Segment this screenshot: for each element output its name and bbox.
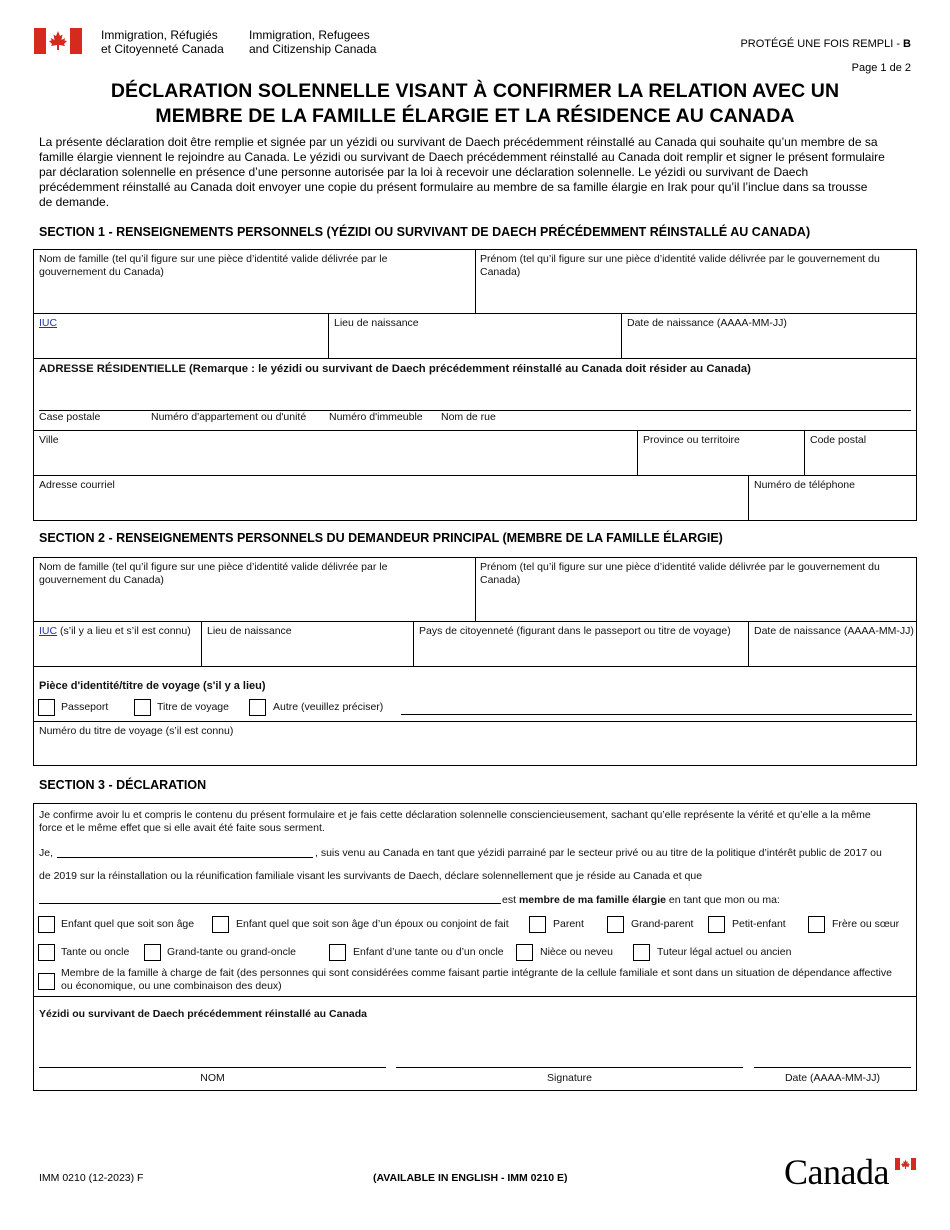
s3-sibling-label: Frère ou sœur (832, 918, 900, 930)
s3-grandchild-checkbox[interactable] (708, 916, 725, 933)
department-name-fr: Immigration, Réfugiés et Citoyenneté Canada (101, 28, 224, 56)
s2-id-heading: Pièce d'identité/titre de voyage (s'il y a lieu) (39, 680, 266, 692)
s2-birthdate-field[interactable]: Date de naissance (AAAA-MM-JJ) (754, 625, 914, 637)
s3-great-aunt-label: Grand-tante ou grand-oncle (167, 946, 296, 958)
s1-birthdate-field[interactable]: Date de naissance (AAAA-MM-JJ) (627, 317, 787, 329)
s3-parent-label: Parent (553, 918, 584, 930)
s3-guardian-checkbox[interactable] (633, 944, 650, 961)
s3-cousin-checkbox[interactable] (329, 944, 346, 961)
section2-heading: SECTION 2 - RENSEIGNEMENTS PERSONNELS DU DEMANDEUR PRINCIPAL (MEMBRE DE LA FAMILLE ÉLARGIE) (39, 531, 723, 545)
s3-child-label: Enfant quel que soit son âge (61, 918, 195, 930)
s3-grandchild-label: Petit-enfant (732, 918, 786, 930)
s3-declaration-line2: , suis venu au Canada en tant que yézidi parrainé par le secteur privé ou au titre de la politique d’intérêt public de 2017 ou (315, 847, 882, 859)
s3-grandparent-label: Grand-parent (631, 918, 694, 930)
s3-sibling-checkbox[interactable] (808, 916, 825, 933)
s2-uci-link[interactable]: IUC (39, 625, 58, 637)
s3-great-aunt-checkbox[interactable] (144, 944, 161, 961)
s1-postal-code-field[interactable]: Code postal (810, 434, 867, 446)
s3-name-caption: NOM (200, 1072, 225, 1084)
s2-citizenship-field[interactable]: Pays de citoyenneté (figurant dans le passeport ou titre de voyage) (419, 625, 731, 637)
s3-je-label: Je, (39, 847, 54, 859)
section3-heading: SECTION 3 - DÉCLARATION (39, 778, 207, 792)
s2-uci-field[interactable]: IUC (s’il y a lieu et s’il est connu) (39, 625, 191, 637)
s2-passport-label: Passeport (61, 701, 109, 713)
s3-declaration-line3: de 2019 sur la réinstallation ou la réunification familiale visant les survivants de Daech, déclare solennellement que je réside au Canada et que (39, 870, 703, 882)
protected-notice: PROTÉGÉ UNE FOIS REMPLI - B (740, 38, 911, 50)
s2-travel-doc-checkbox[interactable] (134, 699, 151, 716)
s3-signature-line[interactable] (396, 1067, 743, 1068)
s3-niece-nephew-checkbox[interactable] (516, 944, 533, 961)
s2-other-label: Autre (veuillez préciser) (273, 701, 384, 713)
s3-parent-checkbox[interactable] (529, 916, 546, 933)
form-code: IMM 0210 (12-2023) F (39, 1172, 144, 1184)
department-name-en: Immigration, Refugees and Citizenship Canada (249, 28, 377, 56)
s1-given-name-field[interactable]: Prénom (tel qu’il figure sur une pièce d’identité valide délivrée par le gouvernement du Canada) (480, 253, 880, 278)
s3-signer-heading: Yézidi ou survivant de Daech précédemment réinstallé au Canada (39, 1008, 367, 1020)
s1-province-field[interactable]: Province ou territoire (643, 434, 740, 446)
s1-street-number-label: Numéro d'immeuble (329, 411, 423, 423)
s2-family-name-field[interactable]: Nom de famille (tel qu’il figure sur une pièce d’identité valide délivrée par le gouvernement du Canada) (39, 561, 388, 586)
s2-other-checkbox[interactable] (249, 699, 266, 716)
s1-email-field[interactable]: Adresse courriel (39, 479, 115, 491)
wordmark-flag-icon (895, 1158, 916, 1170)
s2-other-specify-line[interactable] (401, 714, 912, 715)
s1-address-heading: ADRESSE RÉSIDENTIELLE (Remarque : le yézidi ou survivant de Daech précédemment réinstallé au Canada doit résider au Canada) (39, 363, 751, 375)
english-availability: (AVAILABLE IN ENGLISH - IMM 0210 E) (373, 1172, 568, 1184)
s1-phone-field[interactable]: Numéro de téléphone (754, 479, 855, 491)
s1-city-field[interactable]: Ville (39, 434, 59, 446)
s1-family-name-field[interactable]: Nom de famille (tel qu’il figure sur une pièce d’identité valide délivrée par le gouvernement du Canada) (39, 253, 388, 278)
s3-cousin-label: Enfant d’une tante ou d’un oncle (353, 946, 504, 958)
s3-spouse-child-label: Enfant quel que soit son âge d’un époux ou conjoint de fait (236, 918, 509, 930)
s3-grandparent-checkbox[interactable] (607, 916, 624, 933)
s3-spouse-child-checkbox[interactable] (212, 916, 229, 933)
s1-apt-label: Numéro d'appartement ou d'unité (151, 411, 307, 423)
s3-member-name-line[interactable] (39, 903, 501, 904)
s3-name-signature-line[interactable] (39, 1067, 386, 1068)
s1-street-name-label: Nom de rue (441, 411, 496, 423)
intro-text: La présente déclaration doit être remplie et signée par un yézidi ou survivant de Daech précédemment réinstallé au Canada qui souhaite qu’un membre de sa famille élargie viennent le rejoindre au Canada. Le yézidi ou survivant de Daech précédemment réinstallé au Canada doit remplir et signer le présent formulaire par déclaration solennelle en présence d’une personne autorisée par la loi à recevoir une déclaration solennelle. Le yézidi ou survivant de Daech précédemment réinstallé au Canada doit envoyer une copie du présent formulaire au membre de sa famille élargie en Irak pour qu’il l’inclue dans sa trousse de demande. (39, 135, 885, 209)
s2-doc-number-field[interactable]: Numéro du titre de voyage (s’il est connu) (39, 725, 234, 737)
s2-given-name-field[interactable]: Prénom (tel qu’il figure sur une pièce d’identité valide délivrée par le gouvernement du Canada) (480, 561, 880, 586)
s3-child-checkbox[interactable] (38, 916, 55, 933)
s3-member-text: est membre de ma famille élargie en tant que mon ou ma: (502, 894, 780, 906)
form-title-line2: MEMBRE DE LA FAMILLE ÉLARGIE ET LA RÉSIDENCE AU CANADA (155, 105, 795, 127)
s3-date-line[interactable] (754, 1067, 911, 1068)
form-title-line1: DÉCLARATION SOLENNELLE VISANT À CONFIRMER LA RELATION AVEC UN (110, 80, 840, 102)
s3-aunt-uncle-label: Tante ou oncle (61, 946, 130, 958)
canada-flag-icon (34, 28, 82, 54)
s3-guardian-label: Tuteur légal actuel ou ancien (657, 946, 792, 958)
s1-birthplace-field[interactable]: Lieu de naissance (334, 317, 419, 329)
s3-date-caption: Date (AAAA-MM-JJ) (784, 1072, 881, 1084)
s1-uci-link[interactable]: IUC (39, 317, 58, 329)
s3-signature-caption: Signature (547, 1072, 592, 1084)
s3-niece-nephew-label: Nièce ou neveu (540, 946, 613, 958)
s3-declaration-text: Je confirme avoir lu et compris le contenu du présent formulaire et je fais cette déclaration solennelle consciencieusement, sachant qu’elle représente la vérité et qu’elle a la même force et le même effet que si elle avait été faite sous serment. (39, 809, 871, 834)
section1-heading: SECTION 1 - RENSEIGNEMENTS PERSONNELS (YÉZIDI OU SURVIVANT DE DAECH PRÉCÉDEMMENT RÉINSTALLÉ AU CANADA) (39, 225, 811, 239)
s3-aunt-uncle-checkbox[interactable] (38, 944, 55, 961)
s2-birthplace-field[interactable]: Lieu de naissance (207, 625, 292, 637)
canada-wordmark: Canada (784, 1152, 889, 1192)
s2-passport-checkbox[interactable] (38, 699, 55, 716)
s3-dependent-checkbox[interactable] (38, 973, 55, 990)
page-number: Page 1 de 2 (851, 62, 911, 74)
s2-travel-doc-label: Titre de voyage (157, 701, 229, 713)
s1-po-box-label: Case postale (39, 411, 101, 423)
s3-dependent-label: Membre de la famille à charge de fait (des personnes qui sont considérées comme faisant partie intégrante de la cellule familiale et sont dans un situation de dépendance affective ou économique, ou une combinaison des deux) (61, 967, 892, 992)
s3-declarant-name-line[interactable] (57, 857, 313, 858)
